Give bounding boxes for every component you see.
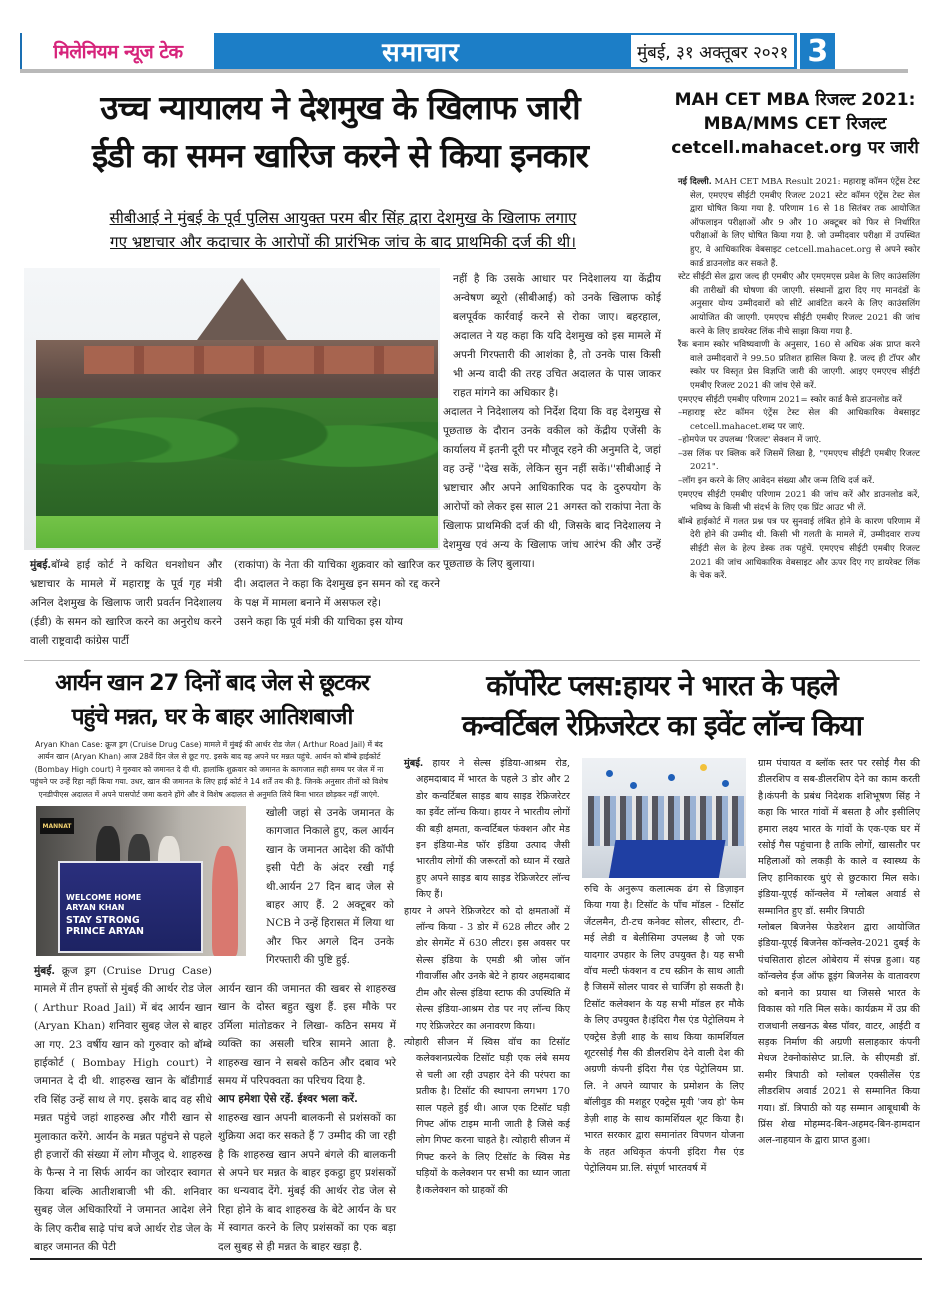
mba-paragraph-6: बॉम्बे हाईकोर्ट में गलत प्रश्न पत्र पर सुनवाई लंबित होने के कारण परिणाम में देरी होने की उम्मीद थी. किसी भी गलती के मामले में, उम्मीदवार राज्य सीईटी सेल के हेल्प डेस्क तक पहुंचें. एमएएच सीईटी एमबीए रिजल्ट 2021 की जांच आधिकारिक वेबसाइट और ऊपर दिए गए डायरेक्ट लिंक के चेक करें. bbox=[678, 516, 920, 582]
haier-column-2: रुचि के अनुरूप कलात्मक ढंग से डिज़ाइन किया गया है। टिसॉट के पाँच मॉडल - टिसॉट जेंटलमैन, टी-टच कनेक्ट सोलर, सीस्टार, टी-मई लेडी व बेलीसिमा उपलब्ध है जो एक यादगार उपहार के लिए उपयुक्त है। यह सभी वॉच मल्टी फंक्शन व टच स्क्रीन के साथ आती है जिसमें सोलर पावर से चार्जिंग हो सकती है। टिसॉट कलेक्शन के यह सभी मॉडल हर मौके के लिए उपयुक्त है।इंदिरा गैस एंड पेट्रोलियम ने एक्ट्रेस डेज़ी शाह के साथ किया कामर्शियल शूटरसोई गैस की डीलरशिप देने वाली देश की अग्रणी कंपनी इंदिरा गैस एंड पेट्रोलियम प्रा. लि. ने अपने व्यापार के प्रमोशन के लिए बॉलीवुड की मशहूर एक्ट्रेस मूवी 'जय हो' फेम डेज़ी शाह के साथ कामर्शियल शूट किया है। भारत सरकार द्वारा समानांतर विपणन योजना के तहत अधिकृत कंपनी इंदिरा गैस एंड पेट्रोलियम प्रा.लि. संपूर्ण भारतवर्ष में bbox=[584, 884, 744, 1174]
haier-column-3-p1: ग्राम पंचायत व ब्लॉक स्तर पर रसोई गैस की डीलरशिप व सब-डीलरशिप देने का काम करती है।कंपनी के प्रबंध निदेशक शशिभूषण सिंह ने कहा कि भारत गांवों में बसता है और इसीलिए हमारा लक्ष्य भारत के गांवों के एक-एक घर में रसोई गैस पहुंचाना है ताकि लोगों, खासतौर पर महिलाओं को लकड़ी के काले व स्वास्थ्य के लिए हानिकारक धुएं से छुटकारा मिल सके।इंडिया-यूएई कॉन्क्लेव में ग्लोबल अवार्ड से सम्मानित हुए डॉ. समीर त्रिपाठी bbox=[758, 758, 920, 917]
aryan-headline-line2: पहुंचे मन्नत, घर के बाहर आतिशबाजी bbox=[71, 704, 353, 730]
haier-headline-line1: कॉर्पोरेट प्लस:हायर ने भारत के पहले bbox=[486, 669, 838, 702]
aryan-beside-photo: खोली जहां से उनके जमानत के कागजात निकाले हुए, कल आर्यन खान के जमानत आदेश की कॉपी इसी पेटी के अंदर रखी गई थी.आर्यन 27 दिन बाद जेल से बाहर आए हैं. 2 अक्टूबर को NCB ने उन्हें हिरासत में लिया था और फिर अगले दिन उनके गिरफ्तारी की पुष्टि हुई. bbox=[266, 807, 395, 967]
mba-paragraph-5: एमएएच सीईटी एमबीए परिणाम 2021 की जांच करें और डाउनलोड करें, भविष्य के किसी भी संदर्भ के लिए एक प्रिंट आउट भी लें. bbox=[678, 489, 920, 514]
lead-bottom-text-3: उसने कहा कि पूर्व मंत्री की याचिका इस योग्य bbox=[234, 616, 403, 628]
section-divider bbox=[24, 660, 920, 661]
brand-logo: मिलेनियम न्यूज टेक bbox=[53, 41, 183, 63]
lead-subhead bbox=[28, 206, 658, 254]
aryan-dateline: मुंबई. bbox=[34, 965, 56, 977]
aryan-column-1-text: क्रूज ड्रग (Cruise Drug Case) मामले में तीन हफ्तों से मुंबई की आर्थर रोड जेल ( Arthur Road Jail) में बंद आर्यन खान (Aryan Khan) शनिवार सुबह जेल से बाहर आ गए. 23 वर्षीय खान को गुरुवार को बॉम्बे हाईकोर्ट ( Bombay High court) ने जमानत दे दी थी. शाहरुख खान के बॉडीगार्ड रवि सिंह उन्हें साथ ले गए. इसके बाद वह सीधे मन्नत पहुंचे जहां शाहरुख और गौरी खान से मुलाकात करेंगे. आर्यन के मन्नत पहुंचने से पहले ही हजारों की संख्या में लोग मौजूद थे. शाहरुख के फैन्स ने ना सिर्फ आर्यन का जोरदार स्वागत किया बल्कि आतीशबाजी भी की. शनिवार सुबह जेल अधिकारियों ने जमानत आदेश लेने के लिए करीब साढ़े पांच बजे आर्थर रोड जेल के बाहर जमानत की पेटी bbox=[34, 965, 212, 1254]
mba-headline-line3: cetcell.mahacet.org पर जारी bbox=[671, 138, 919, 158]
mba-paragraph-1: MAH CET MBA Result 2021: महाराष्ट्र कॉमन एंट्रेंस टेस्ट सेल, एमएएच सीईटी एमबीए रिजल्ट 2021 स्टेट कॉमन एंट्रेंस टेस्ट सेल द्वारा घोषित किया गया है. परिणाम 16 से 18 सितंबर तक आयोजित ऑफलाइन परीक्षाओं और 9 और 10 अक्टूबर को फिर से निर्धारित परीक्षाओं के लिए घोषित किया गया है. जो उम्मीदवार परीक्षा में उपस्थित हुए, वे आधिकारिक वेबसाइट cetcell.mahacet.org से अपने स्कोर कार्ड डाउनलोड कर सकते हैं. bbox=[690, 177, 921, 269]
date-box bbox=[628, 33, 797, 69]
aryan-headline bbox=[24, 666, 400, 734]
section-banner bbox=[214, 33, 628, 69]
bombay-high-court-photo bbox=[24, 268, 440, 550]
haier-column-1-p2: हायर ने अपने रेफ्रिजरेटर को दो क्षमताओं में लॉन्च किया - 3 डोर में 628 लीटर और 2 डोर सेगमेंट में 630 लीटर। इस अवसर पर सेल्स इंडिया के एमडी श्री जोस जॉन गीवार्जीस और उनके बेटे ने हायर अहमदाबाद टीम और सेल्स इंडिया स्टाफ की उपस्थिति में सेल्स इंडिया-आश्रम रोड पर नए लॉन्च किए गए रेफ्रिजरेटर का अनावरण किया। bbox=[404, 905, 570, 1032]
page-number: 3 bbox=[807, 33, 829, 69]
aryan-quote: आप हमेशा ऐसे रहें. ईश्वर भला करें. bbox=[218, 1093, 358, 1106]
lead-bottom-column-2 bbox=[234, 556, 440, 632]
lead-subhead-line2: गए भ्रष्टाचार और कदाचार के आरोपों की प्रारंभिक जांच के बाद प्राथमिकी दर्ज की थी। bbox=[110, 233, 576, 251]
aryan-column-2-p1: आर्यन खान की जमानत की खबर से शाहरुख खान के दोस्त बहुत खुश हैं. इस मौके पर उर्मिला मांतोडकर ने लिखा- कठिन समय में व्यक्ति का असली चरित्र सामने आता है. शाहरुख खान ने सबसे कठिन और दबाव भरे समय में परिपक्वता का परिचय दिया है. bbox=[218, 983, 396, 1088]
aryan-column-2 bbox=[218, 980, 396, 1256]
mba-headline-line2: MBA/MMS CET रिजल्ट bbox=[703, 114, 887, 134]
bottom-rule bbox=[30, 1258, 922, 1260]
masthead bbox=[20, 33, 908, 73]
mba-headline bbox=[664, 88, 926, 160]
aryan-column-1 bbox=[34, 962, 212, 1257]
lead-headline-line2: ईडी का समन खारिज करने से किया इनकार bbox=[91, 136, 589, 175]
aryan-headline-line1: आर्यन खान 27 दिनों बाद जेल से छूटकर bbox=[55, 670, 369, 696]
haier-headline bbox=[402, 666, 922, 746]
lead-right-paragraph-2: अदालत ने निदेशालय को निर्देश दिया कि वह देशमुख से पूछताछ के दौरान उनके वकील को केंद्रीय एजेंसी के कार्यालय में इतनी दूरी पर मौजूद रहने की अनुमति दे, जहां वह उन्हें ''देख सकें, लेकिन सुन नहीं सकें।''सीबीआई ने भ्रष्टाचार और अपने आधिकारिक पद के दुरुपयोग के आरोपों को लेकर इस साल 21 अगस्त को राकांपा नेता के खिलाफ प्राथमिकी दर्ज की थी, जिसके बाद निदेशालय ने देशमुख एवं अन्य के खिलाफ जांच आरंभ की और उन्हें पूछताछ के लिए बुलाया। bbox=[443, 406, 661, 570]
aryan-column-2-p2: शाहरुख खान अपनी बालकनी से प्रशंसकों का शुक्रिया अदा कर सकते हैं 7 उम्मीद की जा रही है कि शाहरुख खान अपने बंगले की बालकनी से अपने घर मन्नत के बाहर इकट्ठा हुए प्रशंसकों का धन्यवाद देंगे. मुंबई की आर्थर रोड जेल से रिहा होने के बाद शाहरुख के बेटे आर्यन के घर में स्वागत करने के लिए प्रशंसकों का एक बड़ा दल सुबह से ही मन्नत के बाहर खड़ा है. bbox=[218, 1111, 396, 1253]
aryan-summary: Aryan Khan Case: क्रूज ड्रग (Cruise Drug Case) मामले में मुंबई की आर्थर रोड जेल ( Arthur Road Jail) में बंद आर्यन खान (Aryan Khan) आज 28वें दिन जेल से छूट गए. इसके बाद वह अपने घर मन्नत पहुंचे. आर्यन को बॉम्बे हाईकोर्ट (Bombay High court) ने गुरुवार को जमानत दे दी थी. हालांकि शुक्रवार को जमानत के कागजात सही समय पर जेल में ना पहुंचने पर उन्हें रिहा नहीं किया गया. उधर, खान की जमानत के लिए हाई कोर्ट ने 14 शर्तें तय की है. जिनके अनुसार तीनों को विशेष एनडीपीएस अदालत में अपने पासपोर्ट जमा कराने होंगे और वे विशेष अदालत से अनुमति लिये बिना भारत छोड़कर नहीं जाएंगे. bbox=[29, 740, 389, 799]
mba-step-4: –लॉग इन करने के लिए आवेदन संख्या और जन्म तिथि दर्ज करें. bbox=[678, 476, 875, 487]
haier-column-3-p2: ग्लोबल बिजनेस फेडरेशन द्वारा आयोजित इंडिया-यूएई बिजनेस कॉन्क्लेव-2021 दुबई के पंचसितारा होटल ओबेराय में संपन्न हुआ। यह कॉन्क्लेव ईज ऑफ डूइंग बिजनेस के वातावरण को बनाने का प्रयास था जिससे भारत के विकास को गति मिल सके। कार्यक्रम में उप्र की राजधानी लखनऊ बेस्ड पॉवर, वाटर, आईटी व सड़क निर्माण की अग्रणी सलाहकार कंपनी मेधज टेक्नोकांसेप्ट प्रा.लि. के सीएमडी डॉ. समीर त्रिपाठी को ग्लोबल एक्सीलेंस एंड लीडरशिप अवार्ड 2021 से सम्मानित किया गया। डॉ. त्रिपाठी को यह सम्मान आबूधाबी के प्रिंस शेख मोहम्मद-बिन-अहमद-बिन-हामदान अल-नाहयान के द्वारा प्राप्त हुआ। bbox=[758, 922, 920, 1147]
haier-column-1 bbox=[404, 756, 570, 1199]
lead-bottom-text-2: (राकांपा) के नेता की याचिका शुक्रवार को खारिज कर दी। अदालत ने कहा कि देशमुख इन समन को रद्द करने के पक्ष में मामला बनाने में असफल रहे। bbox=[234, 559, 440, 609]
lead-headline bbox=[22, 84, 658, 180]
haier-dateline: मुंबई. bbox=[404, 758, 424, 769]
mannat-sign: MANNAT bbox=[40, 818, 74, 834]
mba-paragraph-2: स्टेट सीईटी सेल द्वारा जल्द ही एमबीए और एमएमएस प्रवेश के लिए काउंसलिंग की तारीखों की घोषणा की जाएगी. संस्थानों द्वारा दिए गए मानदंडों के अनुसार योग्य उम्मीदवारों को सीटें आवंटित करने के लिए काउंसलिंग आयोजित की जाएगी. एमएएच सीईटी एमबीए रिजल्ट 2021 की जांच करने के लिए डायरेक्ट लिंक नीचे साझा किया गया है. bbox=[678, 272, 920, 337]
lead-right-column bbox=[443, 270, 661, 574]
mba-dateline: नई दिल्ली. bbox=[678, 177, 712, 187]
lead-subhead-line1: सीबीआई ने मुंबई के पूर्व पुलिस आयुक्त परम बीर सिंह द्वारा देशमुख के खिलाफ लगाए bbox=[109, 209, 577, 227]
mba-paragraph-4: एमएएच सीईटी एमबीए परिणाम 2021= स्कोर कार्ड कैसे डाउनलोड करें bbox=[678, 394, 902, 405]
haier-column-1-p3: त्योहारी सीजन में स्विस वॉच का टिसॉट कलेक्शनप्रत्येक टिसॉट घड़ी एक लंबे समय से चली आ रही उपहार देने की परंपरा का प्रतीक है। टिसॉट की स्थापना लगभग 170 साल पहले हुई थी। आज एक टिसॉट घड़ी गिफ्ट ऑफ टाइम मानी जाती है जिसे कई लोग गिफ्ट करना चाहते है। त्योहारी सीजन में गिफ्ट करने के लिए टिसॉट के स्विस मेड घड़ियों के कलेक्शन पर सभी का ध्यान जाता है।कलेक्शन को ग्राहकों की bbox=[404, 1036, 570, 1196]
lead-bottom-text-1: बॉम्बे हाई कोर्ट ने कथित धनशोधन और भ्रष्टाचार के मामले में महाराष्ट्र के पूर्व गृह मंत्री अनिल देशमुख के खिलाफ जारी प्रवर्तन निदेशालय (ईडी) के समन को खारिज करने का अनुरोध करने वाली राष्ट्रवादी कांग्रेस पार्टी bbox=[30, 559, 222, 647]
welcome-banner: WELCOME HOME ARYAN KHAN STAY STRONG PRINCE ARYAN bbox=[58, 861, 203, 953]
brand-box bbox=[20, 33, 214, 69]
page-number-box bbox=[797, 33, 835, 69]
mba-step-3: –उस लिंक पर क्लिक करें जिसमें लिखा है, "एमएएच सीईटी एमबीए रिजल्ट 2021". bbox=[678, 448, 920, 473]
lead-headline-line1: उच्च न्यायालय ने देशमुख के खिलाफ जारी bbox=[100, 88, 580, 127]
issue-date: मुंबई, ३१ अक्तूबर २०२१ bbox=[631, 35, 794, 67]
haier-column-1-p1: हायर ने सेल्स इंडिया-आश्रम रोड, अहमदाबाद में भारत के पहले 3 डोर और 2 डोर कन्वर्टिबल साइड बाय साइड रेफ्रिजरेटर का इवेंट लॉन्च किया। हायर ने भारतीय लोगों की बड़ी क्षमता, कन्वर्टिबल फंक्शन और मेड इन इंडिया-मेड फॉर इंडिया उत्पाद जैसी भारतीय लोगों की जरूरतों को ध्यान में रखते हुए अपने साइड बाय साइड रेफ्रिजरेटर लॉन्च किए हैं। bbox=[416, 758, 570, 901]
mba-headline-line1: MAH CET MBA रिजल्ट 2021: bbox=[674, 90, 916, 110]
haier-column-3 bbox=[758, 756, 920, 1150]
mba-step-2: –होमपेज पर उपलब्ध 'रिजल्ट' सेक्शन में जाएं. bbox=[678, 435, 822, 446]
section-title: समाचार bbox=[382, 38, 460, 68]
lead-bottom-column-1 bbox=[30, 556, 222, 651]
haier-headline-line2: कन्वर्टिबल रेफ्रिजरेटर का इवेंट लॉन्च किया bbox=[462, 709, 862, 742]
haier-launch-photo bbox=[582, 758, 746, 878]
mba-body bbox=[670, 176, 920, 584]
lead-dateline: मुंबई. bbox=[30, 559, 52, 571]
mba-paragraph-3: रैंक बनाम स्कोर भविष्यवाणी के अनुसार, 160 से अधिक अंक प्राप्त करने वाले उम्मीदवारों ने 99.50 प्रतिशत हासिल किया है. जल्द ही टॉपर और स्कोर पर विस्तृत प्रेस विज्ञप्ति जारी की जाएगी. आइए एमएएच सीईटी एमबीए रिजल्ट 2021 की जांच ऐसे करें. bbox=[678, 340, 920, 391]
mba-step-1: –महाराष्ट्र स्टेट कॉमन एंट्रेंस टेस्ट सेल की आधिकारिक वेबसाइट cetcell.mahacet.शब्द पर जाएं. bbox=[678, 408, 920, 432]
lead-right-paragraph-1: नहीं है कि उसके आधार पर निदेशालय या केंद्रीय अन्वेषण ब्यूरो (सीबीआई) को उनके खिलाफ कोई बलपूर्वक कार्रवाई करने से रोका जाए। बहरहाल, अदालत ने यह कहा कि यदि देशमुख को इस मामले में अपनी गिरफ्तारी की आशंका है, तो उनके पास किसी भी अन्य वादी की तरह उचित अदालत के पास जाकर राहत मांगने का अधिकार है। bbox=[453, 273, 661, 399]
aryan-welcome-photo bbox=[36, 806, 246, 956]
